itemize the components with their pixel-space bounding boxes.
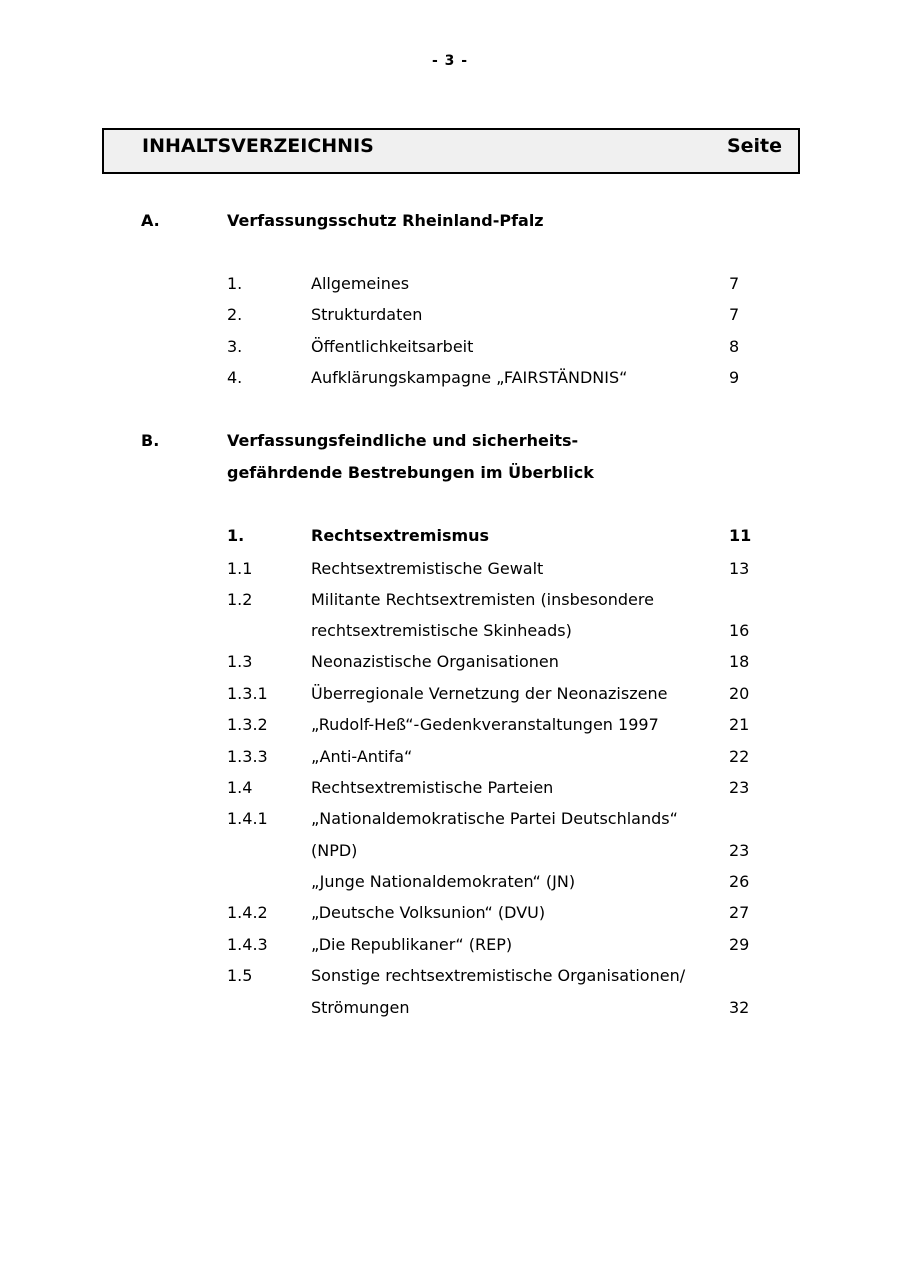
section-a-heading [0, 207, 900, 235]
entry-number: 1.3 [227, 652, 253, 671]
toc-title: INHALTSVERZEICHNIS [142, 135, 374, 157]
entry-title: Öffentlichkeitsarbeit [311, 337, 474, 356]
entry-title: „Nationaldemokratische Partei Deutschlands“ [311, 809, 678, 828]
entry-page: 8 [729, 337, 740, 356]
entry-title: „Rudolf-Heß“-Gedenkveranstaltungen 1997 [311, 715, 659, 734]
toc-entry [0, 648, 900, 676]
toc-entry [0, 586, 900, 614]
toc-entry [0, 364, 900, 392]
toc-entry [0, 805, 900, 833]
toc-entry [0, 931, 900, 959]
toc-entry-continuation [0, 994, 900, 1022]
section-title-line2: gefährdende Bestrebungen im Überblick [227, 463, 594, 482]
entry-title: Überregionale Vernetzung der Neonaziszene [311, 684, 668, 703]
section-b-heading-continued [0, 459, 900, 487]
entry-page: 22 [729, 747, 750, 766]
entry-title: Rechtsextremismus [311, 526, 490, 545]
entry-number: 1.5 [227, 966, 253, 985]
entry-title: „Junge Nationaldemokraten“ (JN) [311, 872, 576, 891]
entry-number: 1.4.3 [227, 935, 268, 954]
toc-entry-continuation [0, 837, 900, 865]
entry-number: 3. [227, 337, 243, 356]
entry-number: 1. [227, 526, 245, 545]
entry-page: 29 [729, 935, 750, 954]
toc-entry [0, 743, 900, 771]
entry-number: 1.3.1 [227, 684, 268, 703]
entry-title: Strukturdaten [311, 305, 423, 324]
toc-entry-continuation [0, 617, 900, 645]
entry-title: Rechtsextremistische Gewalt [311, 559, 544, 578]
toc-page-column-label: Seite [726, 135, 782, 157]
entry-page: 26 [729, 872, 750, 891]
toc-entry [0, 711, 900, 739]
entry-page: 16 [729, 621, 750, 640]
entry-page: 20 [729, 684, 750, 703]
toc-entry [0, 899, 900, 927]
section-title: Verfassungsschutz Rheinland-Pfalz [227, 211, 544, 230]
toc-entry [0, 555, 900, 583]
toc-entry [0, 680, 900, 708]
entry-page: 18 [729, 652, 750, 671]
entry-title: Allgemeines [311, 274, 410, 293]
section-letter: B. [141, 431, 160, 450]
entry-page: 7 [729, 274, 740, 293]
page-number: - 3 - [431, 53, 469, 69]
entry-page: 13 [729, 559, 750, 578]
entry-page: 32 [729, 998, 750, 1017]
section-b-heading [0, 427, 900, 455]
entry-page: 7 [729, 305, 740, 324]
entry-number: 2. [227, 305, 243, 324]
entry-number: 1. [227, 274, 243, 293]
toc-entry [0, 270, 900, 298]
toc-entry [0, 333, 900, 361]
toc-entry [0, 962, 900, 990]
entry-page: 27 [729, 903, 750, 922]
entry-number: 1.4.2 [227, 903, 268, 922]
entry-page: 11 [729, 526, 752, 545]
entry-number: 1.3.3 [227, 747, 268, 766]
entry-number: 1.1 [227, 559, 253, 578]
toc-header-box [102, 128, 800, 174]
toc-entry [0, 774, 900, 802]
entry-page: 9 [729, 368, 740, 387]
entry-title: „Die Republikaner“ (REP) [311, 935, 513, 954]
entry-number: 1.4.1 [227, 809, 268, 828]
entry-number: 1.2 [227, 590, 253, 609]
section-letter: A. [141, 211, 160, 230]
entry-title: Strömungen [311, 998, 410, 1017]
entry-title: „Anti-Antifa“ [311, 747, 413, 766]
entry-page: 21 [729, 715, 750, 734]
entry-title: rechtsextremistische Skinheads) [311, 621, 572, 640]
entry-title: Aufklärungskampagne „FAIRSTÄNDNIS“ [311, 368, 628, 387]
entry-title: Neonazistische Organisationen [311, 652, 559, 671]
toc-entry [0, 868, 900, 896]
entry-number: 1.3.2 [227, 715, 268, 734]
entry-page: 23 [729, 778, 750, 797]
entry-number: 1.4 [227, 778, 253, 797]
entry-title: Sonstige rechtsextremistische Organisationen/ [311, 966, 686, 985]
entry-page: 23 [729, 841, 750, 860]
section-title-line1: Verfassungsfeindliche und sicherheits- [227, 431, 579, 450]
entry-title: (NPD) [311, 841, 358, 860]
entry-title: Rechtsextremistische Parteien [311, 778, 554, 797]
toc-entry [0, 301, 900, 329]
entry-title: Militante Rechtsextremisten (insbesondere [311, 590, 654, 609]
toc-entry [0, 522, 900, 550]
entry-title: „Deutsche Volksunion“ (DVU) [311, 903, 546, 922]
entry-number: 4. [227, 368, 243, 387]
